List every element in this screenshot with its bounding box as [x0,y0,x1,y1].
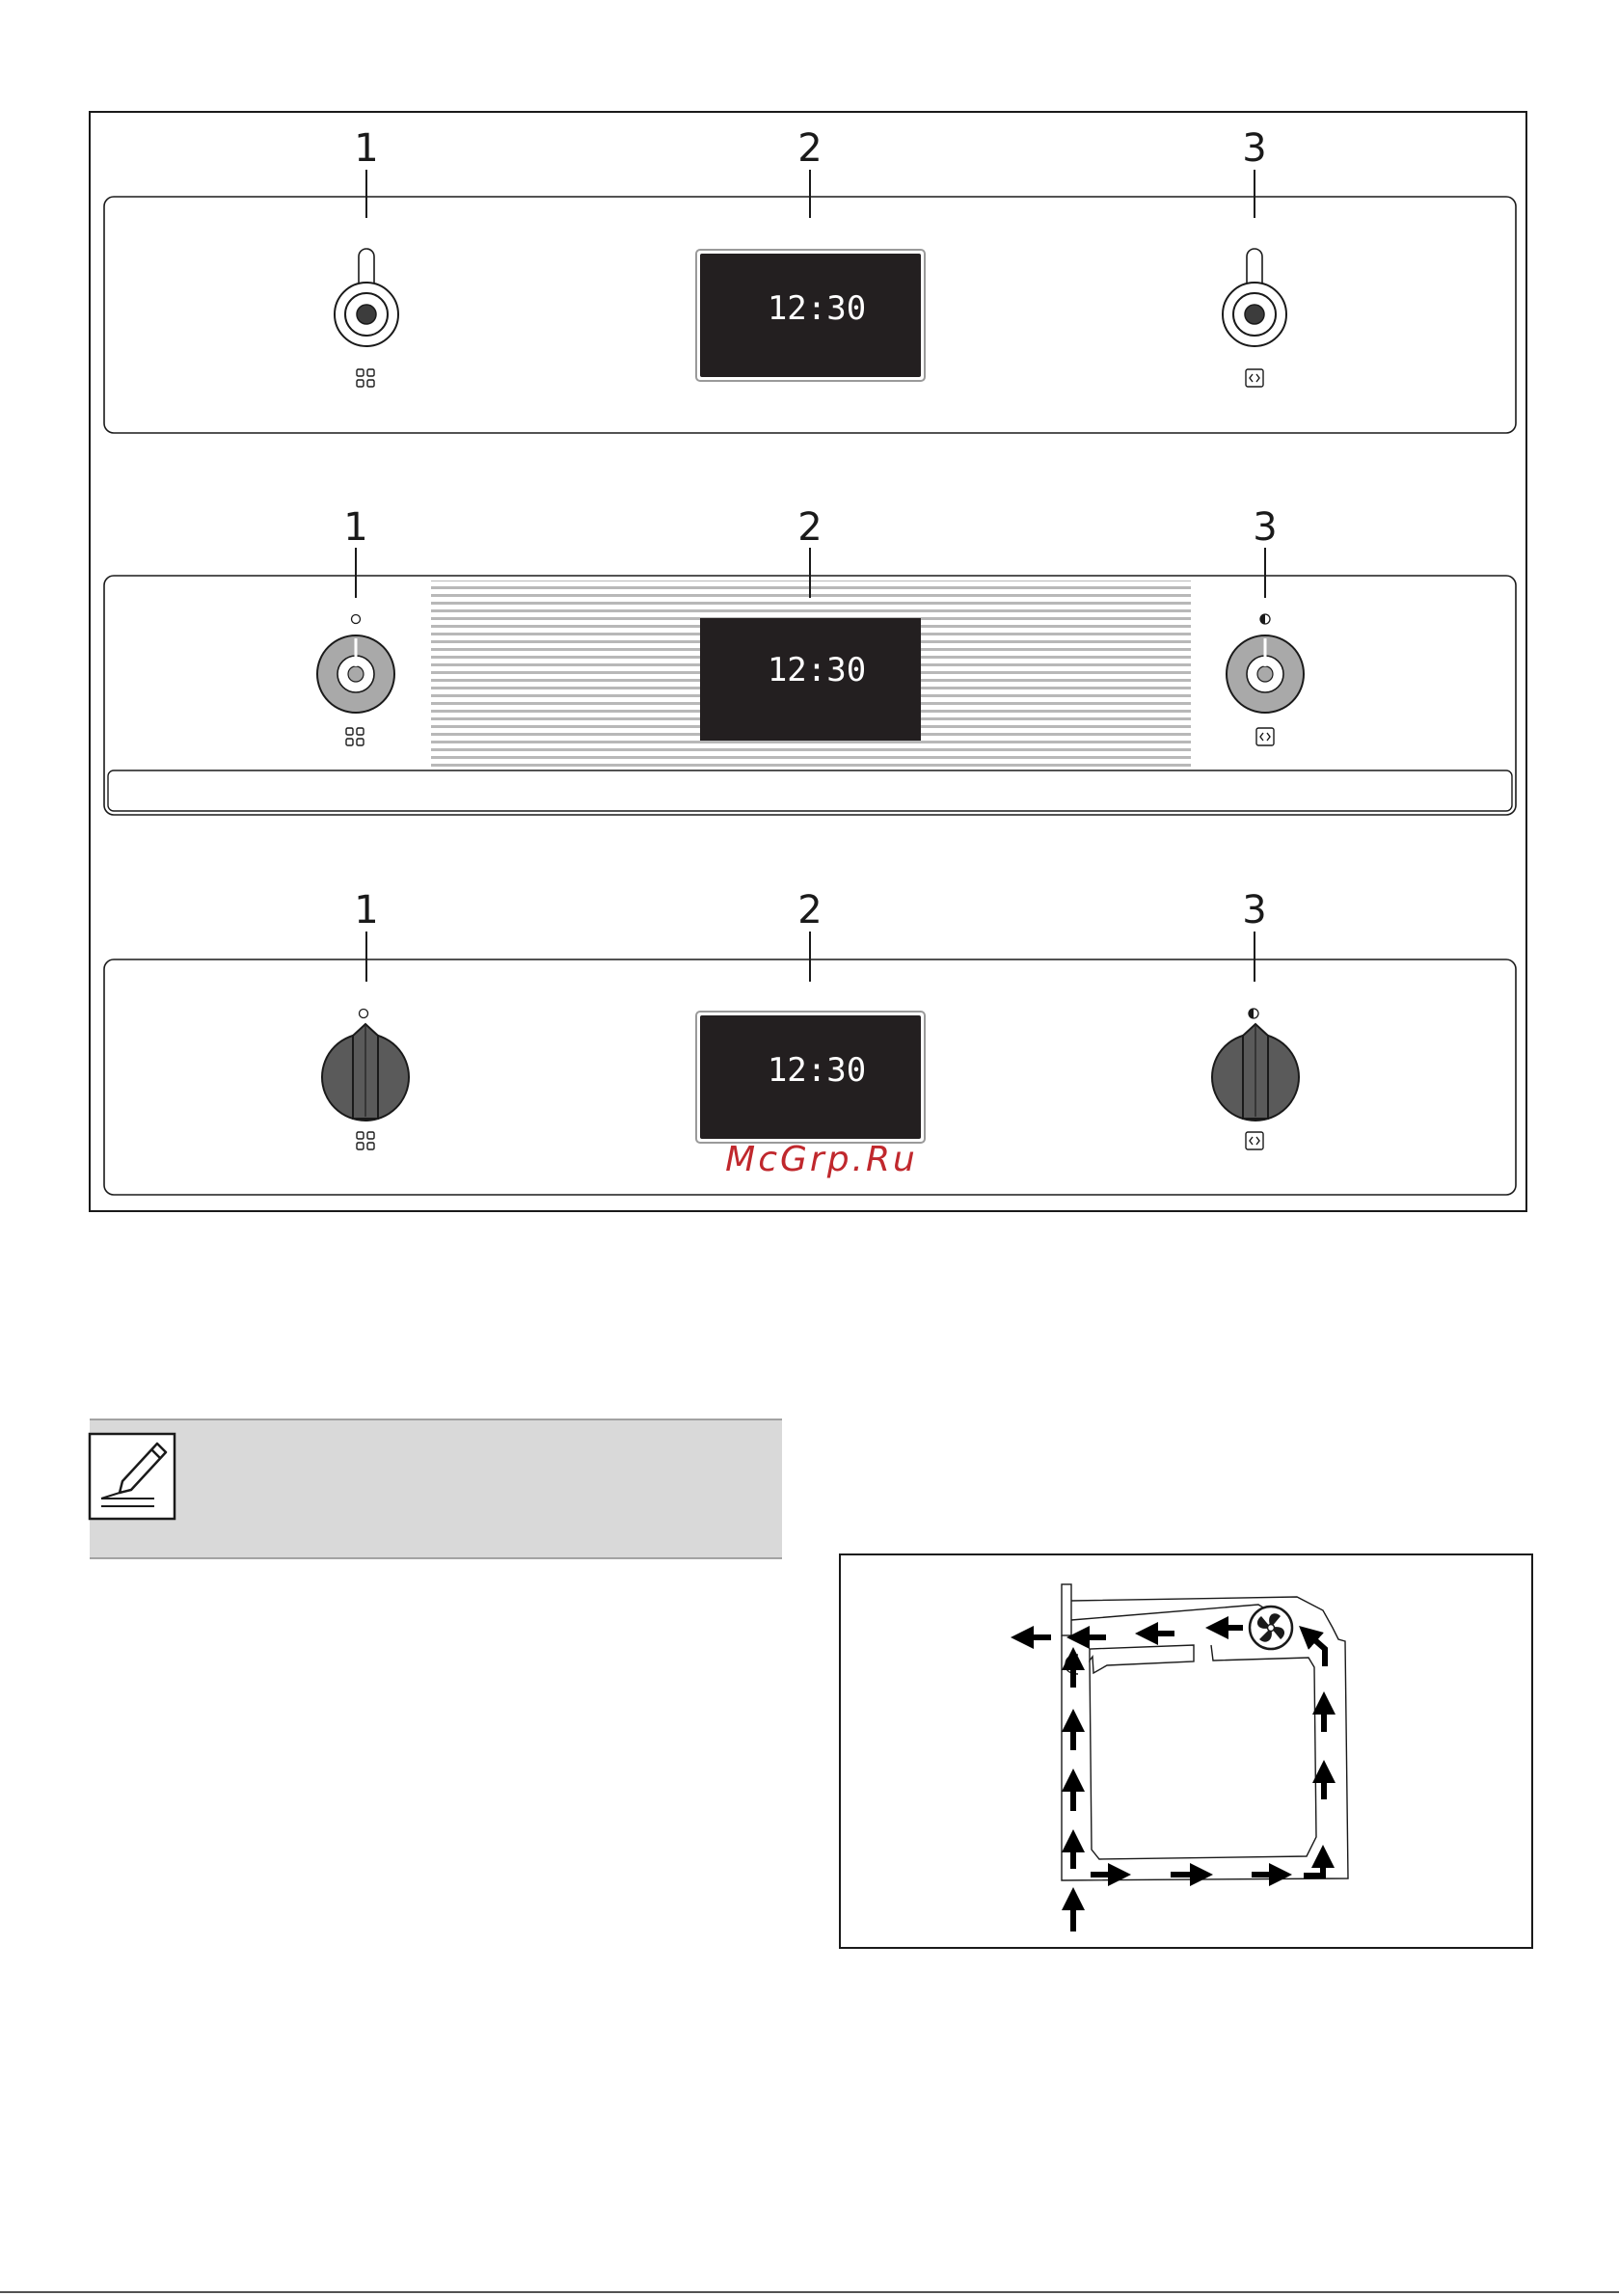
half-moon-marker [1260,614,1270,624]
note-box [90,1419,782,1558]
half-moon-marker [1249,1009,1258,1018]
front-door-panel [1062,1584,1071,1635]
panel-b-bottom-strip [108,770,1512,811]
knob-center [1245,305,1264,324]
airflow-diagram-frame [840,1554,1532,1948]
panel-a [104,126,1516,433]
function-knob[interactable] [317,635,394,713]
display [700,618,921,741]
knob-center [1257,666,1273,682]
callout-1: 1 [343,505,368,550]
display-clock: 12:30 [767,1051,867,1090]
display-clock: 12:30 [767,651,867,689]
display-clock: 12:30 [767,289,867,328]
pencil-note-icon [90,1434,175,1519]
note-box-background [90,1419,782,1558]
callout-2: 2 [797,126,823,171]
callout-2: 2 [797,888,823,932]
knob-center [357,305,376,324]
callout-2: 2 [797,505,823,550]
display [696,250,925,381]
airflow-diagram [840,1554,1532,1948]
callout-1: 1 [354,888,379,932]
cooling-fan-icon [1250,1607,1292,1649]
display [696,1012,925,1143]
watermark: McGrp.Ru [725,1140,918,1179]
off-position-marker [360,1010,368,1018]
control-panels-figure [90,112,1526,1211]
panel-b [104,505,1516,815]
temperature-knob[interactable] [1227,635,1304,713]
off-position-marker [352,615,361,624]
callout-3: 3 [1242,126,1267,171]
callout-3: 3 [1253,505,1278,550]
callout-3: 3 [1242,888,1267,932]
knob-center [348,666,364,682]
callout-1: 1 [354,126,379,171]
